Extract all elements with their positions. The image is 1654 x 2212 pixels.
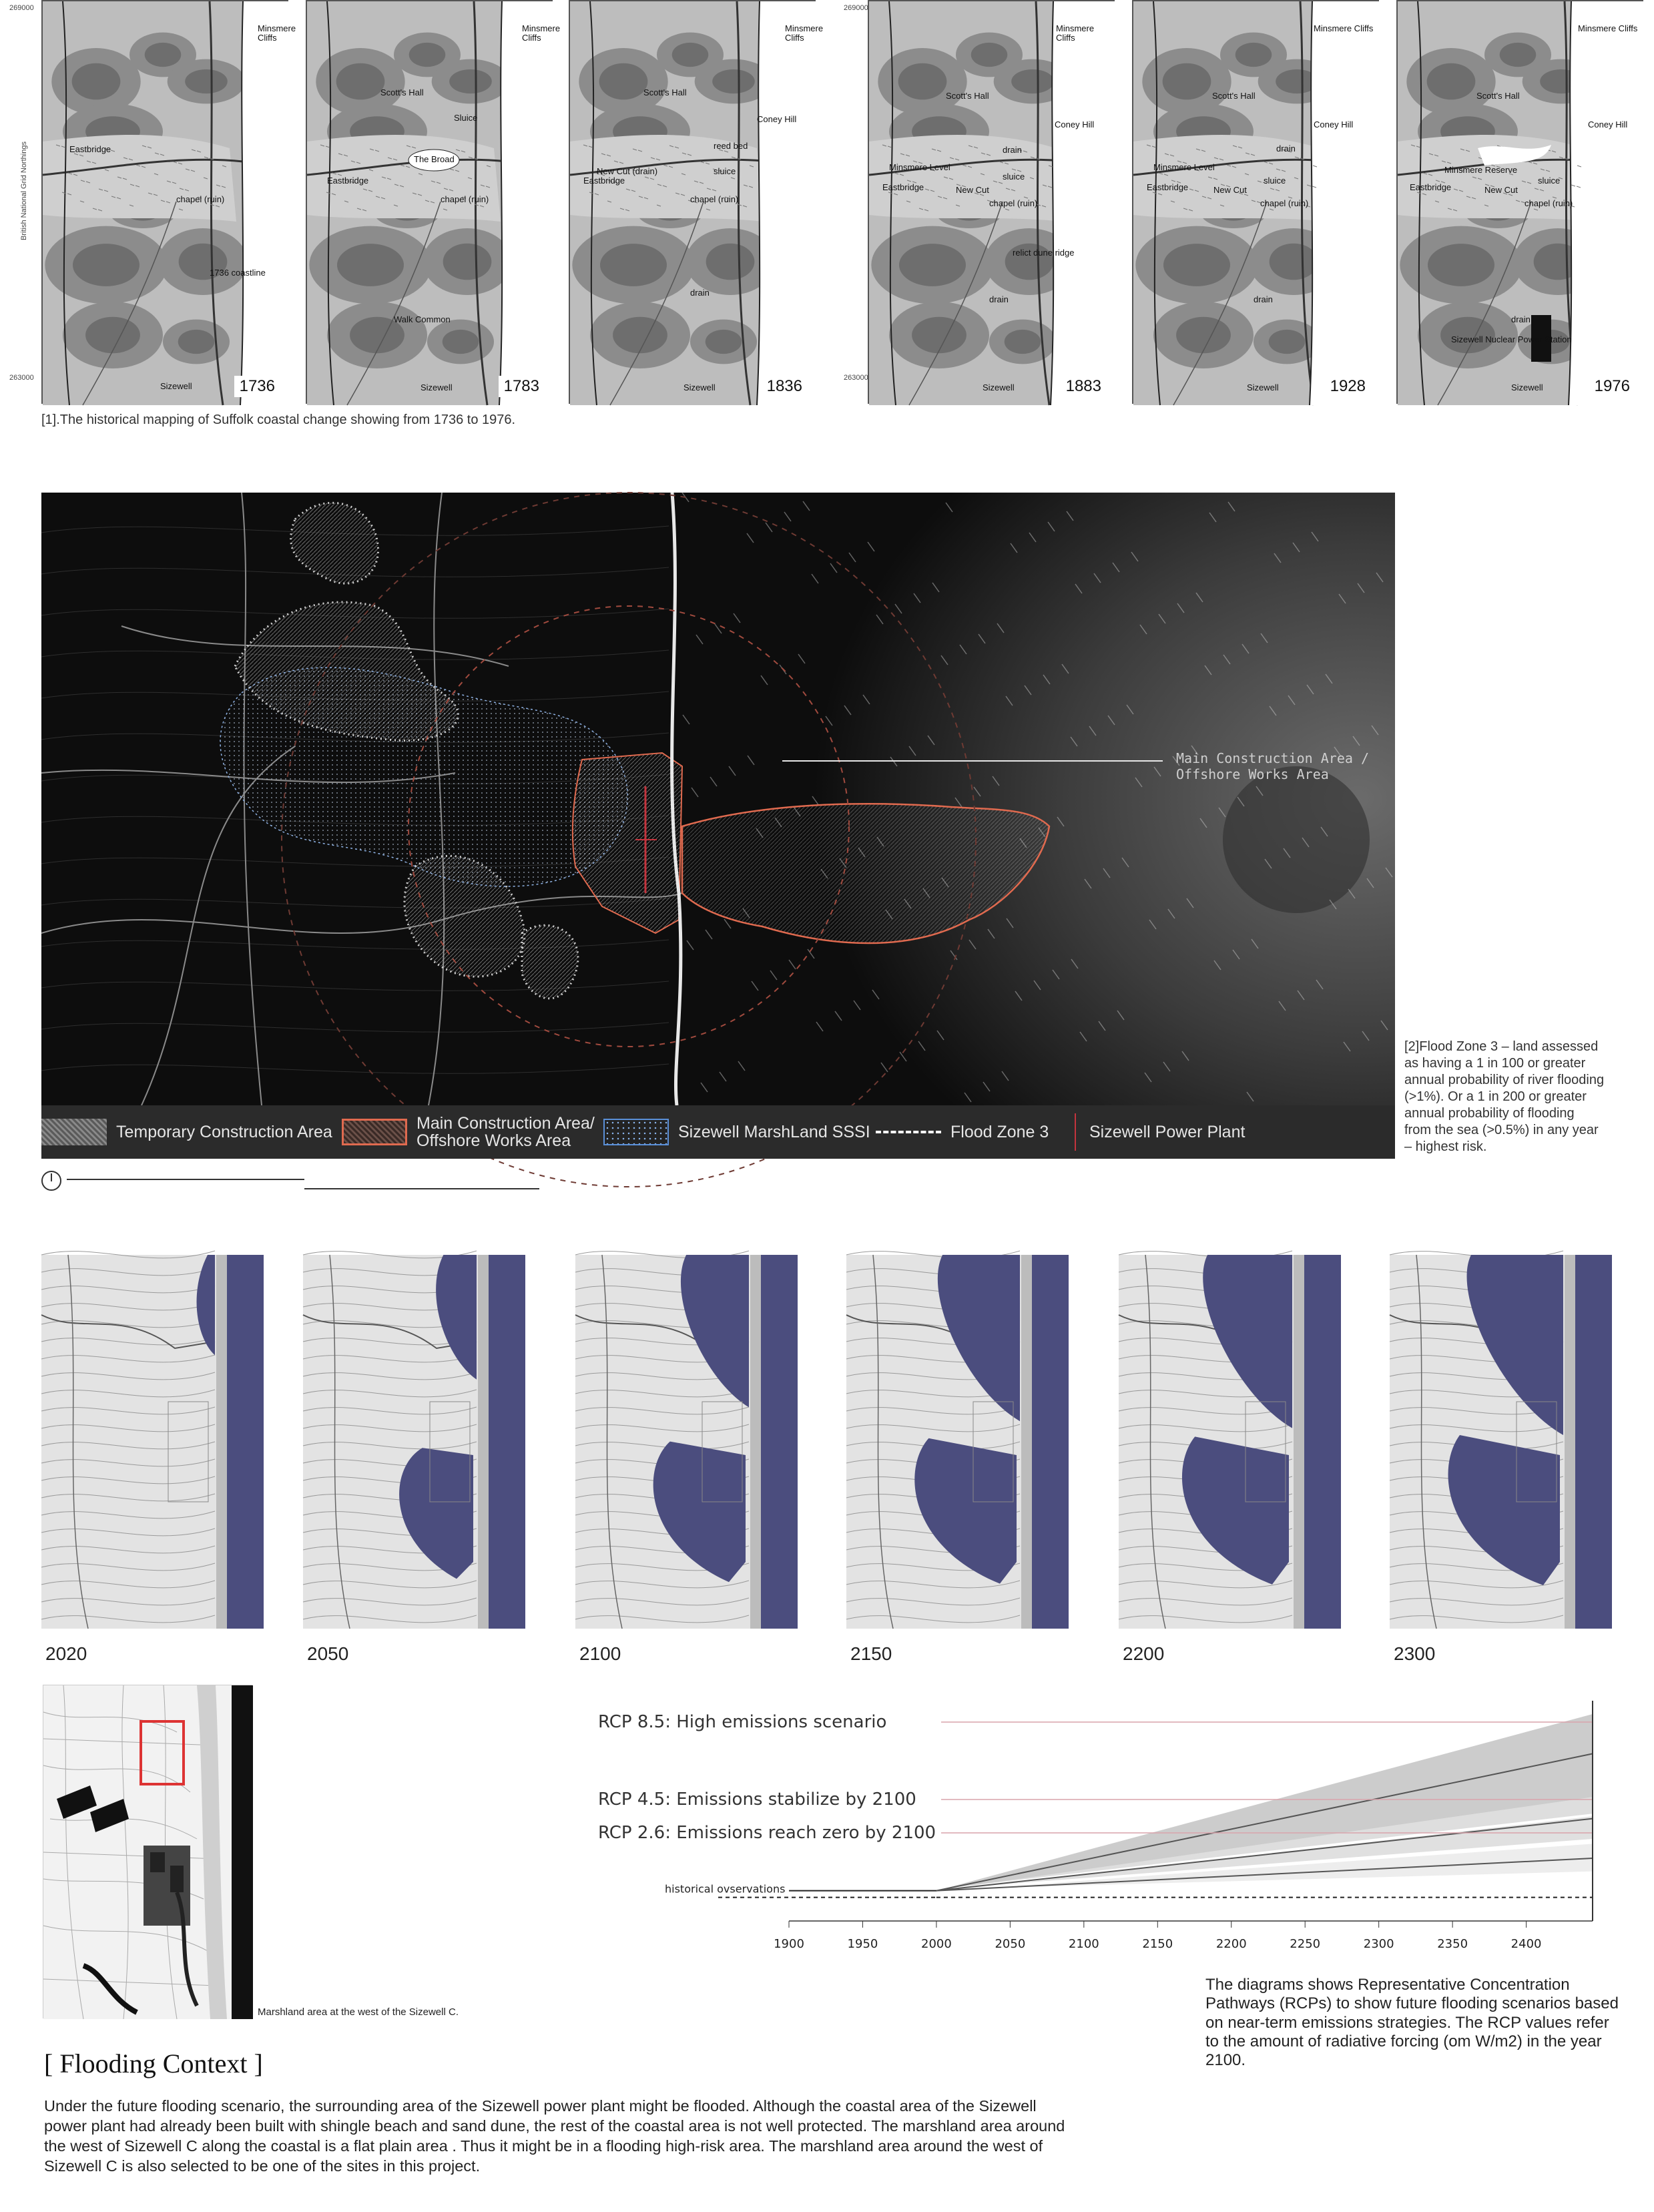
historic-map-label: Minsmere Level — [1153, 162, 1215, 172]
historic-map-label: Scott's Hall — [1476, 91, 1520, 101]
rcp-chart — [598, 1701, 1613, 1961]
scale-bar-right — [304, 1188, 539, 1189]
marsh-swatch — [603, 1119, 669, 1145]
historic-map-label: Minsmere Cliffs — [258, 23, 296, 43]
legend-flood-label: Flood Zone 3 — [950, 1122, 1049, 1141]
historic-map-label: Minsmere Level — [889, 162, 950, 172]
historic-map-label: drain — [1276, 144, 1296, 154]
location-caption: Marshland area at the west of the Sizewell C. — [258, 2006, 459, 2018]
historic-map-1736 — [41, 0, 296, 404]
historic-map-label: chapel (ruin) — [441, 194, 489, 204]
historic-map-label: Eastbridge — [327, 176, 369, 186]
historic-axis-label: British National Grid Northings — [20, 142, 28, 240]
historic-map-label: 1736 coastline — [210, 268, 266, 278]
legend-temporary-label: Temporary Construction Area — [116, 1122, 332, 1141]
x-tick-label: 2000 — [921, 1937, 952, 1951]
historic-map-year: 1736 — [234, 376, 280, 397]
flood-map-2300 — [1390, 1255, 1612, 1629]
flood-zone-swatch — [876, 1131, 941, 1133]
historic-map-label: New Cut — [1484, 185, 1518, 195]
historic-map-label: Minsmere Cliffs — [785, 23, 824, 43]
x-tick-label: 2200 — [1215, 1937, 1247, 1951]
historic-map-label: Scott's Hall — [946, 91, 989, 101]
historic-map-label: Coney Hill — [757, 114, 797, 124]
rcp-series-label: RCP 8.5: High emissions scenario — [598, 1712, 887, 1732]
historic-map-label: drain — [1254, 294, 1273, 304]
historic-tick-label: 269000 — [844, 4, 868, 12]
historic-map-label: sluice — [1264, 176, 1286, 186]
x-tick-label: 1900 — [774, 1937, 804, 1951]
historic-caption: [1].The historical mapping of Suffolk coastal change showing from 1736 to 1976. — [41, 412, 516, 427]
site-map-drawing — [41, 493, 1395, 1105]
historic-map-1976 — [1396, 0, 1643, 404]
flood-zone-note: [2]Flood Zone 3 – land assessed as having a 1 in 100 or greater annual probability of river flooding (>1%). Or a 1 in 200 or greater annual probability of flooding from the sea (>0.5%) in any year – highest risk. — [1404, 1039, 1605, 1154]
legend-power — [1075, 1105, 1245, 1159]
historic-map-label: Scott's Hall — [380, 87, 424, 97]
historic-map-label: drain — [989, 294, 1009, 304]
location-map-drawing — [43, 1685, 253, 2019]
historic-map-label: sluice — [714, 166, 736, 176]
historic-map-label: chapel (ruin) — [690, 194, 739, 204]
historic-map-label: Eastbridge — [1410, 182, 1452, 192]
historic-map-label: Sizewell — [683, 382, 716, 392]
historic-map-label: Sluice — [454, 113, 478, 123]
x-tick-label: 2150 — [1142, 1937, 1173, 1951]
context-body: Under the future flooding scenario, the surrounding area of the Sizewell power plant might be flooded. Although the coastal area of the Sizewell power plant had already been built with shingle beach and sand dune, the rest of the coastal area is not well protected. The marshland area around the west of Sizewell C along the coastal is a flat plain area . Thus it might be in a flooding high-risk area. The marshland area around the west of Sizewell C is also selected to be one of the sites in this project. — [44, 2097, 1065, 2175]
historic-map-label: New Cut — [1213, 185, 1247, 195]
main-construction-swatch — [342, 1119, 407, 1145]
flood-map-year: 2200 — [1123, 1643, 1165, 1664]
historic-map-label: Walk Common — [394, 314, 451, 324]
historic-map-label: chapel (ruin) — [989, 198, 1038, 208]
historic-map-1836 — [569, 0, 824, 404]
location-map — [43, 1685, 252, 2018]
historic-map-label: Eastbridge — [882, 182, 924, 192]
historic-map-label: New Cut — [956, 185, 989, 195]
rcp-series-label: RCP 4.5: Emissions stabilize by 2100 — [598, 1789, 916, 1810]
legend-flood — [876, 1105, 1049, 1159]
historic-map-label: chapel (ruin) — [1260, 198, 1309, 208]
historic-map-label: Sizewell — [983, 382, 1015, 392]
historic-map-label: Minsmere Reserve — [1444, 165, 1518, 175]
x-tick-label: 2100 — [1068, 1937, 1099, 1951]
flood-map-2150 — [846, 1255, 1069, 1629]
legend-main — [342, 1105, 603, 1159]
historic-map-label: drain — [1511, 314, 1531, 324]
historic-map-label: Eastbridge — [1147, 182, 1189, 192]
historic-map-label: Minsmere Cliffs — [522, 23, 561, 43]
historic-map-label: Sizewell Nuclear Power Station — [1451, 334, 1572, 344]
flood-map-2200 — [1119, 1255, 1341, 1629]
historic-tick-label: 263000 — [844, 374, 868, 382]
historic-map-label: Sizewell — [421, 382, 453, 392]
flood-map-year: 2050 — [307, 1643, 349, 1664]
historic-map-label: sluice — [1538, 176, 1561, 186]
historic-map-label: sluice — [1003, 172, 1025, 182]
legend-marsh — [603, 1105, 870, 1159]
map-callout-label: Main Construction Area / Offshore Works Area — [1176, 750, 1369, 782]
site-map — [41, 493, 1395, 1159]
historic-map-year: 1976 — [1589, 376, 1635, 397]
legend-marsh-label: Sizewell MarshLand SSSI — [678, 1122, 870, 1141]
historic-map-label: reed bed — [714, 141, 748, 151]
section-title: [ Flooding Context ] — [44, 2048, 263, 2079]
historic-map-label: chapel (ruin) — [1525, 198, 1573, 208]
historic-map-label: Eastbridge — [69, 144, 111, 154]
legend-power-label: Sizewell Power Plant — [1089, 1122, 1246, 1141]
historic-map-year: 1883 — [1061, 376, 1107, 397]
historic-map-label: Minsmere Cliffs — [1314, 23, 1374, 33]
map-legend — [41, 1105, 1395, 1159]
historic-map-label: Coney Hill — [1588, 119, 1628, 129]
historic-map-1928 — [1132, 0, 1379, 404]
flood-map-2020 — [41, 1255, 264, 1629]
historical-label: historical ovservations — [665, 1882, 786, 1896]
flood-map-2100 — [575, 1255, 798, 1629]
x-tick-label: 2050 — [995, 1937, 1026, 1951]
rcp-series-label: RCP 2.6: Emissions reach zero by 2100 — [598, 1823, 936, 1843]
flood-map-year: 2150 — [850, 1643, 892, 1664]
scale-bar-left — [67, 1179, 304, 1180]
x-tick-label: 2350 — [1437, 1937, 1468, 1951]
historic-tick-label: 269000 — [9, 4, 34, 12]
historic-map-label: Eastbridge — [583, 176, 625, 186]
historic-map-label: Coney Hill — [1055, 119, 1095, 129]
historic-map-label: The Broad — [414, 154, 455, 164]
x-tick-label: 2400 — [1510, 1937, 1542, 1951]
historic-map-label: chapel (ruin) — [176, 194, 225, 204]
historic-map-label: Sizewell — [1511, 382, 1543, 392]
flood-map-year: 2300 — [1394, 1643, 1436, 1664]
historic-tick-label: 263000 — [9, 374, 34, 382]
historic-map-label: Coney Hill — [1314, 119, 1354, 129]
x-tick-label: 1950 — [847, 1937, 878, 1951]
temporary-swatch — [41, 1119, 107, 1145]
rcp-description: The diagrams shows Representative Concentration Pathways (RCPs) to show future flooding scenarios based on near-term emissions strategies. The RCP values refer to the amount of radiative forcing (om W/m2) in the year 2100. — [1205, 1976, 1619, 2070]
flood-map-year: 2100 — [579, 1643, 621, 1664]
historic-map-label: Minsmere Cliffs — [1578, 23, 1638, 33]
historic-map-year: 1928 — [1325, 376, 1371, 397]
historic-map-year: 1783 — [499, 376, 545, 397]
historic-map-label: New Cut (drain) — [597, 166, 658, 176]
historic-map-label: relict dune ridge — [1013, 248, 1075, 258]
historic-map-1883 — [868, 0, 1115, 404]
power-plant-swatch — [1075, 1113, 1076, 1151]
flood-map-2050 — [303, 1255, 525, 1629]
historic-map-label: Sizewell — [1247, 382, 1279, 392]
historic-map-label: drain — [1003, 145, 1022, 155]
historic-map-1783 — [306, 0, 561, 404]
historic-map-year: 1836 — [762, 376, 808, 397]
historic-map-label: Scott's Hall — [643, 87, 687, 97]
historic-map-label: Scott's Hall — [1212, 91, 1256, 101]
flood-map-year: 2020 — [45, 1643, 87, 1664]
historic-map-label: Minsmere Cliffs — [1056, 23, 1095, 43]
north-arrow-icon — [41, 1171, 61, 1191]
x-tick-label: 2250 — [1290, 1937, 1321, 1951]
legend-temporary — [41, 1105, 332, 1159]
historic-map-label: drain — [690, 288, 710, 298]
legend-main-label: Main Construction Area/ Offshore Works Area — [417, 1113, 595, 1150]
historic-map-label: Sizewell — [160, 381, 192, 391]
x-tick-label: 2300 — [1363, 1937, 1394, 1951]
